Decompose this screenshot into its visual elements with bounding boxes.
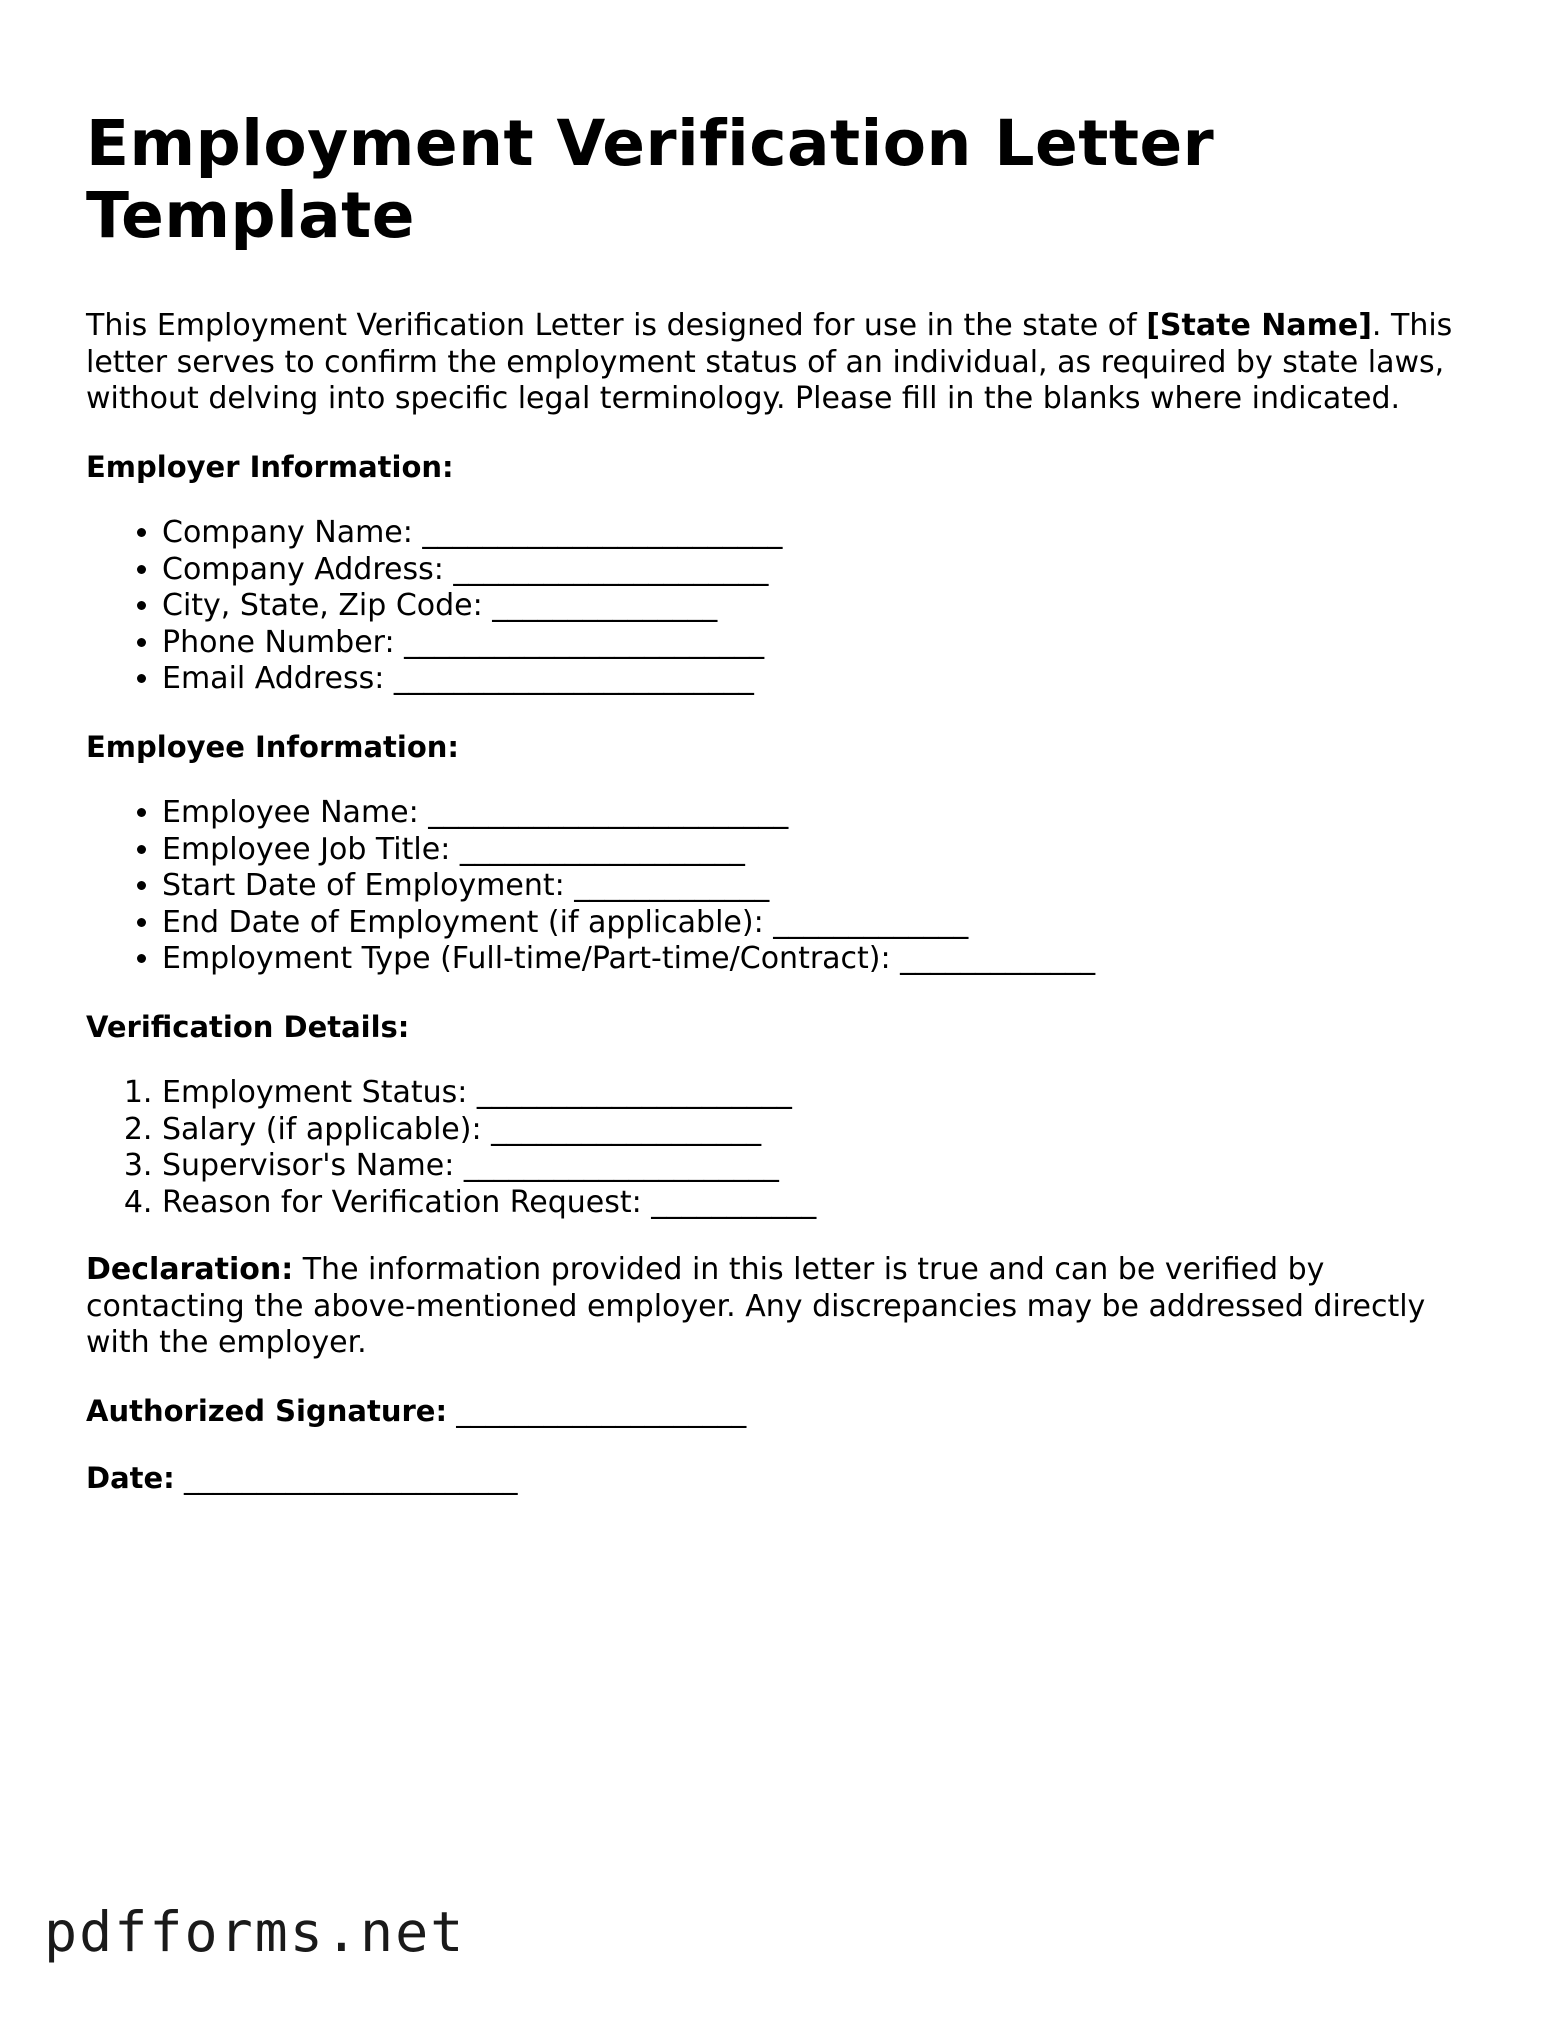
- pdfforms-watermark: pdfforms.net: [44, 1900, 466, 1964]
- employee-info-list: [86, 795, 1486, 978]
- date-label: Date:: [86, 1461, 175, 1495]
- declaration-text: The information provided in this letter is true and can be verified by contacting the above-mentioned employer. Any discrepancies may be addressed directly with the employer.: [86, 1252, 1426, 1360]
- verification-reason-field: 4. Reason for Verification Request: ___________: [162, 1185, 1486, 1222]
- declaration-paragraph: [86, 1252, 1486, 1362]
- declaration-label: Declaration:: [86, 1252, 294, 1287]
- document-title: Employment Verification Letter Template: [86, 107, 1215, 252]
- date-blank: _______________________: [174, 1461, 518, 1495]
- signature-blank: ____________________: [447, 1393, 747, 1428]
- supervisor-name-field: 3. Supervisor's Name: _____________________: [162, 1148, 1486, 1185]
- intro-paragraph: [86, 308, 1486, 418]
- verification-details-heading: Verification Details:: [86, 1009, 410, 1044]
- start-date-field: • Start Date of Employment: _____________: [162, 868, 1486, 905]
- intro-text-after: . This letter serves to confirm the employment status of an individual, as required by state laws, without delving into specific legal terminology. Please fill in the blanks where indicated.: [86, 308, 1453, 416]
- company-address-field: • Company Address: _____________________: [162, 552, 1486, 589]
- employee-job-title-field: • Employee Job Title: ___________________: [162, 832, 1486, 869]
- state-name-placeholder: [State Name]: [1146, 308, 1372, 343]
- employment-type-field: • Employment Type (Full-time/Part-time/Contract): _____________: [162, 941, 1486, 978]
- employee-name-field: • Employee Name: ________________________: [162, 795, 1486, 832]
- document-content: [86, 108, 1486, 1528]
- company-name-field: • Company Name: ________________________: [162, 515, 1486, 552]
- verification-details-list: [86, 1075, 1486, 1221]
- employment-status-field: 1. Employment Status: _____________________: [162, 1075, 1486, 1112]
- authorized-signature-line: [86, 1393, 1486, 1430]
- date-line: [86, 1460, 1486, 1497]
- employer-info-list: [86, 515, 1486, 698]
- city-state-zip-field: • City, State, Zip Code: _______________: [162, 588, 1486, 625]
- intro-text-before: This Employment Verification Letter is designed for use in the state of: [86, 308, 1147, 343]
- phone-number-field: • Phone Number: ________________________: [162, 625, 1486, 662]
- signature-label: Authorized Signature:: [86, 1393, 448, 1428]
- end-date-field: • End Date of Employment (if applicable): _____________: [162, 905, 1486, 942]
- employer-info-heading: Employer Information:: [86, 449, 454, 484]
- email-address-field: • Email Address: ________________________: [162, 661, 1486, 698]
- employee-info-heading: Employee Information:: [86, 729, 460, 764]
- salary-field: 2. Salary (if applicable): __________________: [162, 1112, 1486, 1149]
